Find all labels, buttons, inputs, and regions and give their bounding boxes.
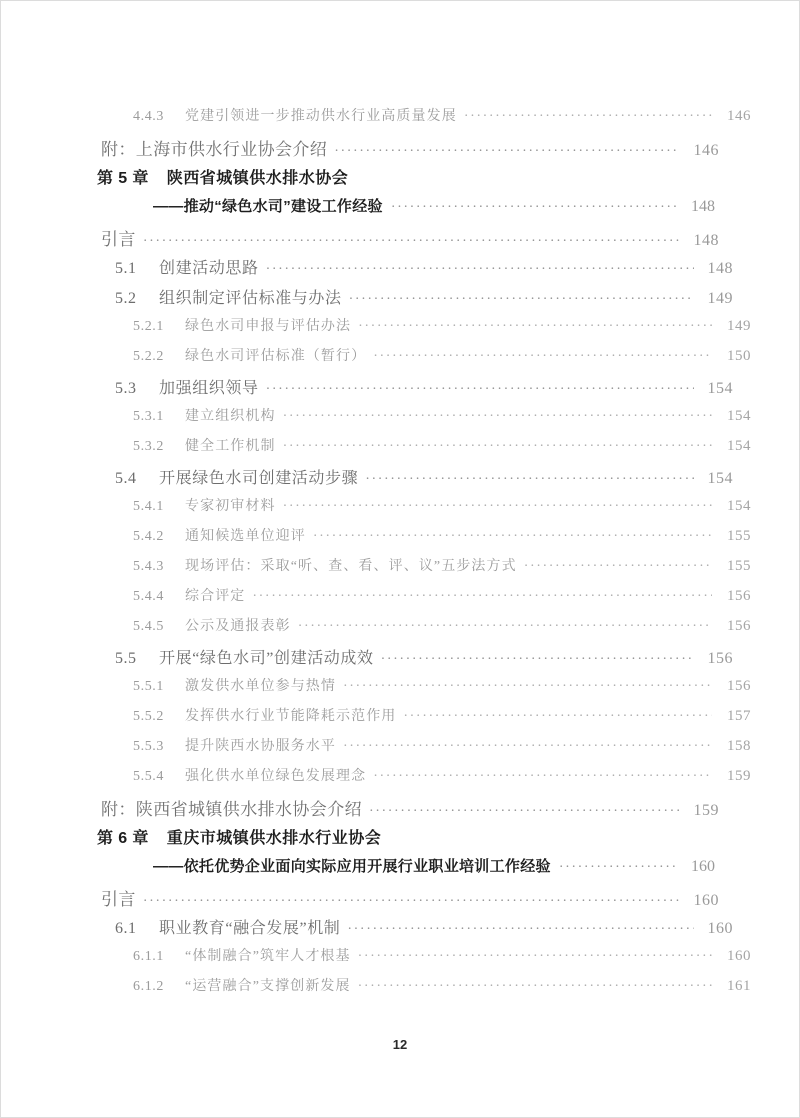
entry-title: “体制融合”筑牢人才根基 xyxy=(185,949,351,964)
entry-title: 开展绿色水司创建活动步骤 xyxy=(159,470,359,487)
toc-entry[interactable] xyxy=(97,795,719,825)
entry-page-number: 150 xyxy=(727,348,751,364)
entry-number: 5.3.2 xyxy=(133,439,164,454)
entry-page-number: 159 xyxy=(693,802,719,819)
toc-entry[interactable] xyxy=(97,975,751,1005)
dot-leader xyxy=(559,861,676,876)
toc-entry[interactable] xyxy=(97,495,751,525)
entry-page-number: 158 xyxy=(727,738,751,754)
entry-page-number: 154 xyxy=(727,438,751,454)
entry-title: 职业教育“融合发展”机制 xyxy=(159,920,341,937)
entry-page-number: 146 xyxy=(693,142,719,159)
entry-number: 5.4.5 xyxy=(133,619,164,634)
entry-page-number: 160 xyxy=(727,948,751,964)
entry-page-number: 148 xyxy=(691,198,715,215)
toc-entry[interactable] xyxy=(97,225,719,255)
toc-chapter-heading[interactable] xyxy=(97,165,715,195)
toc-entry[interactable] xyxy=(97,405,751,435)
entry-page-number: 148 xyxy=(693,232,719,249)
entry-title: 专家初审材料 xyxy=(185,499,276,514)
dot-leader xyxy=(298,620,712,634)
toc-entry[interactable] xyxy=(97,105,751,135)
entry-title: 健全工作机制 xyxy=(185,439,276,454)
entry-number: 5.4.2 xyxy=(133,529,164,544)
toc-entry[interactable] xyxy=(97,585,751,615)
page-number-footer: 12 xyxy=(392,1037,408,1052)
entry-page-number: 156 xyxy=(727,588,751,604)
entry-number: 5.2 xyxy=(115,290,137,307)
dot-leader xyxy=(391,201,676,216)
toc-entry[interactable] xyxy=(97,765,751,795)
dot-leader xyxy=(358,320,712,334)
dot-leader xyxy=(343,740,712,754)
entry-page-number: 148 xyxy=(707,260,733,277)
entry-number: 6.1 xyxy=(115,920,137,937)
chapter-title: 重庆市城镇供水排水行业协会 xyxy=(166,830,382,847)
toc-entry[interactable] xyxy=(97,615,751,645)
entry-title: 绿色水司申报与评估办法 xyxy=(185,319,352,334)
dot-leader xyxy=(283,410,712,424)
entry-number: 5.2.2 xyxy=(133,349,164,364)
dot-leader xyxy=(266,383,694,399)
dot-leader xyxy=(143,235,680,252)
entry-number: 5.4.4 xyxy=(133,589,164,604)
toc-entry[interactable] xyxy=(97,945,751,975)
toc-entry[interactable] xyxy=(97,555,751,585)
entry-page-number: 156 xyxy=(727,618,751,634)
entry-title: ——推动“绿色水司”建设工作经验 xyxy=(153,198,383,215)
entry-title: 激发供水单位参与热情 xyxy=(185,679,336,694)
entry-page-number: 154 xyxy=(707,470,733,487)
entry-number: 5.3 xyxy=(115,380,137,397)
entry-title: 发挥供水行业节能降耗示范作用 xyxy=(185,709,397,724)
toc-chapter-heading[interactable] xyxy=(97,825,715,855)
entry-page-number: 159 xyxy=(727,768,751,784)
toc-list xyxy=(97,105,751,1005)
toc-chapter-subtitle[interactable] xyxy=(97,195,715,225)
entry-title: 创建活动思路 xyxy=(159,260,259,277)
dot-leader xyxy=(365,473,694,489)
entry-page-number: 160 xyxy=(707,920,733,937)
entry-page-number: 160 xyxy=(691,858,715,875)
entry-page-number: 161 xyxy=(727,978,751,994)
toc-chapter-subtitle[interactable] xyxy=(97,855,715,885)
toc-entry[interactable] xyxy=(97,345,751,375)
entry-page-number: 157 xyxy=(727,708,751,724)
entry-page-number: 156 xyxy=(707,650,733,667)
toc-entry[interactable] xyxy=(97,525,751,555)
entry-page-number: 156 xyxy=(727,678,751,694)
entry-number: 5.4.3 xyxy=(133,559,164,574)
entry-title: 提升陕西水协服务水平 xyxy=(185,739,336,754)
entry-page-number: 149 xyxy=(727,318,751,334)
entry-number: 4.4.3 xyxy=(133,109,164,124)
entry-title: ——依托优势企业面向实际应用开展行业职业培训工作经验 xyxy=(153,858,551,875)
dot-leader xyxy=(266,263,694,279)
toc-entry[interactable] xyxy=(97,735,751,765)
entry-title: “运营融合”支撑创新发展 xyxy=(185,979,351,994)
chapter-number: 第 6 章 xyxy=(97,830,149,847)
dot-leader xyxy=(349,293,694,309)
dot-leader xyxy=(358,950,712,964)
chapter-title: 陕西省城镇供水排水协会 xyxy=(166,170,349,187)
entry-title: 引言 xyxy=(101,890,136,909)
entry-number: 5.5.2 xyxy=(133,709,164,724)
entry-title: 党建引领进一步推动供水行业高质量发展 xyxy=(185,109,457,124)
entry-number: 5.3.1 xyxy=(133,409,164,424)
toc-entry[interactable] xyxy=(97,885,719,915)
entry-number: 5.2.1 xyxy=(133,319,164,334)
entry-number: 5.5.4 xyxy=(133,769,164,784)
toc-entry[interactable] xyxy=(97,465,733,495)
entry-number: 6.1.2 xyxy=(133,979,164,994)
dot-leader xyxy=(373,770,712,784)
toc-entry[interactable] xyxy=(97,645,733,675)
entry-title: 建立组织机构 xyxy=(185,409,276,424)
entry-number: 5.5.1 xyxy=(133,679,164,694)
entry-title: 组织制定评估标准与办法 xyxy=(159,290,342,307)
dot-leader xyxy=(358,980,712,994)
entry-page-number: 146 xyxy=(727,108,751,124)
entry-number: 5.5.3 xyxy=(133,739,164,754)
toc-entry[interactable] xyxy=(97,675,751,705)
entry-title: 附：上海市供水行业协会介绍 xyxy=(101,140,328,159)
dot-leader xyxy=(347,923,694,939)
dot-leader xyxy=(381,653,694,669)
toc-entry[interactable] xyxy=(97,435,751,465)
dot-leader xyxy=(524,560,712,574)
entry-title: 通知候选单位迎评 xyxy=(185,529,306,544)
dot-leader xyxy=(143,895,680,912)
dot-leader xyxy=(283,500,712,514)
dot-leader xyxy=(334,145,680,162)
entry-page-number: 154 xyxy=(707,380,733,397)
entry-title: 强化供水单位绿色发展理念 xyxy=(185,769,367,784)
dot-leader xyxy=(283,440,712,454)
entry-title: 引言 xyxy=(101,230,136,249)
entry-page-number: 149 xyxy=(707,290,733,307)
entry-page-number: 155 xyxy=(727,528,751,544)
entry-number: 5.5 xyxy=(115,650,137,667)
entry-number: 5.4 xyxy=(115,470,137,487)
entry-page-number: 155 xyxy=(727,558,751,574)
dot-leader xyxy=(464,110,712,124)
toc-entry[interactable] xyxy=(97,315,751,345)
toc-entry[interactable] xyxy=(97,255,733,285)
chapter-number: 第 5 章 xyxy=(97,170,149,187)
entry-number: 5.4.1 xyxy=(133,499,164,514)
entry-title: 公示及通报表彰 xyxy=(185,619,291,634)
toc-entry[interactable] xyxy=(97,285,733,315)
entry-page-number: 160 xyxy=(693,892,719,909)
entry-title: 绿色水司评估标准（暂行） xyxy=(185,349,367,364)
entry-title: 现场评估：采取“听、查、看、评、议”五步法方式 xyxy=(185,559,517,574)
entry-title: 综合评定 xyxy=(185,589,246,604)
dot-leader xyxy=(369,805,680,822)
dot-leader xyxy=(313,530,712,544)
entry-page-number: 154 xyxy=(727,498,751,514)
entry-number: 6.1.1 xyxy=(133,949,164,964)
entry-number: 5.1 xyxy=(115,260,137,277)
entry-title: 加强组织领导 xyxy=(159,380,259,397)
toc-entry[interactable] xyxy=(97,375,733,405)
toc-entry[interactable] xyxy=(97,135,719,165)
dot-leader xyxy=(403,710,712,724)
dot-leader xyxy=(373,350,712,364)
entry-title: 附：陕西省城镇供水排水协会介绍 xyxy=(101,800,362,819)
toc-entry[interactable] xyxy=(97,705,751,735)
toc-entry[interactable] xyxy=(97,915,733,945)
entry-title: 开展“绿色水司”创建活动成效 xyxy=(159,650,374,667)
dot-leader xyxy=(343,680,712,694)
dot-leader xyxy=(252,590,712,604)
entry-page-number: 154 xyxy=(727,408,751,424)
